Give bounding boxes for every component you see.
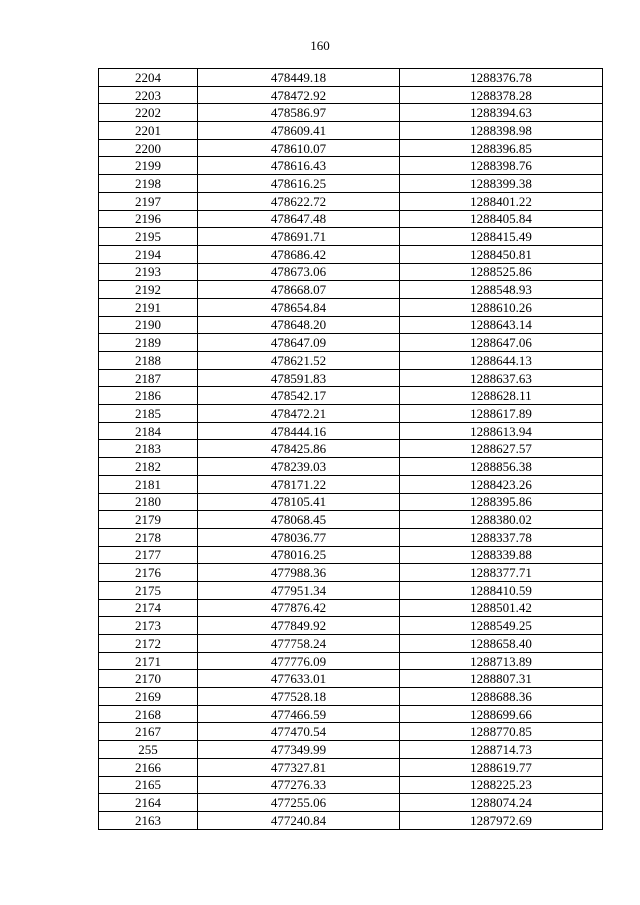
y-coordinate-cell: 1288644.13: [400, 352, 603, 370]
point-id-cell: 2182: [99, 458, 198, 476]
table-row: [99, 652, 603, 670]
point-id-cell: 2184: [99, 422, 198, 440]
y-coordinate-cell: 1288549.25: [400, 617, 603, 635]
point-id-cell: 2174: [99, 599, 198, 617]
table-row: [99, 581, 603, 599]
y-coordinate-cell: 1288394.63: [400, 104, 603, 122]
point-id-cell: 255: [99, 741, 198, 759]
table-row: [99, 104, 603, 122]
y-coordinate-cell: 1288525.86: [400, 263, 603, 281]
x-coordinate-cell: 478609.41: [198, 122, 400, 140]
y-coordinate-cell: 1288225.23: [400, 776, 603, 794]
table-row: [99, 617, 603, 635]
x-coordinate-cell: 477240.84: [198, 811, 400, 829]
y-coordinate-cell: 1288339.88: [400, 546, 603, 564]
x-coordinate-cell: 478472.92: [198, 86, 400, 104]
y-coordinate-cell: 1288699.66: [400, 705, 603, 723]
table-row: [99, 528, 603, 546]
point-id-cell: 2186: [99, 387, 198, 405]
point-id-cell: 2197: [99, 192, 198, 210]
x-coordinate-cell: 477470.54: [198, 723, 400, 741]
x-coordinate-cell: 478616.25: [198, 175, 400, 193]
point-id-cell: 2200: [99, 139, 198, 157]
point-id-cell: 2176: [99, 564, 198, 582]
x-coordinate-cell: 477951.34: [198, 581, 400, 599]
point-id-cell: 2198: [99, 175, 198, 193]
table-row: [99, 741, 603, 759]
y-coordinate-cell: 1288713.89: [400, 652, 603, 670]
y-coordinate-cell: 1288396.85: [400, 139, 603, 157]
x-coordinate-cell: 478654.84: [198, 298, 400, 316]
x-coordinate-cell: 478444.16: [198, 422, 400, 440]
y-coordinate-cell: 1288376.78: [400, 69, 603, 87]
y-coordinate-cell: 1288610.26: [400, 298, 603, 316]
table-row: [99, 422, 603, 440]
table-row: [99, 776, 603, 794]
point-id-cell: 2172: [99, 635, 198, 653]
y-coordinate-cell: 1288398.76: [400, 157, 603, 175]
x-coordinate-cell: 478171.22: [198, 475, 400, 493]
table-row: [99, 546, 603, 564]
x-coordinate-cell: 478425.86: [198, 440, 400, 458]
x-coordinate-cell: 477849.92: [198, 617, 400, 635]
point-id-cell: 2202: [99, 104, 198, 122]
point-id-cell: 2168: [99, 705, 198, 723]
y-coordinate-cell: 1288380.02: [400, 511, 603, 529]
x-coordinate-cell: 477276.33: [198, 776, 400, 794]
point-id-cell: 2195: [99, 228, 198, 246]
x-coordinate-cell: 477633.01: [198, 670, 400, 688]
y-coordinate-cell: 1288337.78: [400, 528, 603, 546]
point-id-cell: 2175: [99, 581, 198, 599]
x-coordinate-cell: 477758.24: [198, 635, 400, 653]
point-id-cell: 2183: [99, 440, 198, 458]
table-row: [99, 228, 603, 246]
y-coordinate-cell: 1288856.38: [400, 458, 603, 476]
x-coordinate-cell: 478016.25: [198, 546, 400, 564]
y-coordinate-cell: 1288501.42: [400, 599, 603, 617]
table-row: [99, 316, 603, 334]
y-coordinate-cell: 1288617.89: [400, 405, 603, 423]
table-row: [99, 192, 603, 210]
point-id-cell: 2169: [99, 688, 198, 706]
x-coordinate-cell: 477327.81: [198, 758, 400, 776]
point-id-cell: 2173: [99, 617, 198, 635]
table-row: [99, 245, 603, 263]
x-coordinate-cell: 477528.18: [198, 688, 400, 706]
y-coordinate-cell: 1288398.98: [400, 122, 603, 140]
y-coordinate-cell: 1288770.85: [400, 723, 603, 741]
table-row: [99, 511, 603, 529]
point-id-cell: 2185: [99, 405, 198, 423]
table-row: [99, 458, 603, 476]
point-id-cell: 2194: [99, 245, 198, 263]
table-row: [99, 139, 603, 157]
y-coordinate-cell: 1288647.06: [400, 334, 603, 352]
x-coordinate-cell: 478673.06: [198, 263, 400, 281]
page-number: 160: [310, 38, 330, 53]
x-coordinate-cell: 478449.18: [198, 69, 400, 87]
y-coordinate-cell: 1288714.73: [400, 741, 603, 759]
y-coordinate-cell: 1288637.63: [400, 369, 603, 387]
y-coordinate-cell: 1288658.40: [400, 635, 603, 653]
point-id-cell: 2203: [99, 86, 198, 104]
table-row: [99, 175, 603, 193]
point-id-cell: 2192: [99, 281, 198, 299]
point-id-cell: 2165: [99, 776, 198, 794]
table-row: [99, 599, 603, 617]
x-coordinate-cell: 477349.99: [198, 741, 400, 759]
point-id-cell: 2188: [99, 352, 198, 370]
x-coordinate-cell: 478591.83: [198, 369, 400, 387]
table-row: [99, 688, 603, 706]
table-row: [99, 157, 603, 175]
y-coordinate-cell: 1288410.59: [400, 581, 603, 599]
y-coordinate-cell: 1288415.49: [400, 228, 603, 246]
table-row: [99, 210, 603, 228]
y-coordinate-cell: 1288628.11: [400, 387, 603, 405]
x-coordinate-cell: 478616.43: [198, 157, 400, 175]
x-coordinate-cell: 478472.21: [198, 405, 400, 423]
x-coordinate-cell: 478621.52: [198, 352, 400, 370]
point-id-cell: 2180: [99, 493, 198, 511]
x-coordinate-cell: 478648.20: [198, 316, 400, 334]
table-row: [99, 758, 603, 776]
table-row: [99, 263, 603, 281]
table-row: [99, 387, 603, 405]
table-row: [99, 635, 603, 653]
point-id-cell: 2177: [99, 546, 198, 564]
table-row: [99, 440, 603, 458]
y-coordinate-cell: 1288688.36: [400, 688, 603, 706]
x-coordinate-cell: 477988.36: [198, 564, 400, 582]
point-id-cell: 2196: [99, 210, 198, 228]
table-row: [99, 475, 603, 493]
x-coordinate-cell: 478691.71: [198, 228, 400, 246]
table-row: [99, 334, 603, 352]
x-coordinate-cell: 478239.03: [198, 458, 400, 476]
point-id-cell: 2167: [99, 723, 198, 741]
point-id-cell: 2190: [99, 316, 198, 334]
coordinates-table: [98, 68, 603, 830]
x-coordinate-cell: 478586.97: [198, 104, 400, 122]
y-coordinate-cell: 1288377.71: [400, 564, 603, 582]
x-coordinate-cell: 478622.72: [198, 192, 400, 210]
x-coordinate-cell: 478068.45: [198, 511, 400, 529]
table-row: [99, 794, 603, 812]
y-coordinate-cell: 1288405.84: [400, 210, 603, 228]
x-coordinate-cell: 478036.77: [198, 528, 400, 546]
coordinates-table-body: [99, 69, 603, 830]
point-id-cell: 2170: [99, 670, 198, 688]
x-coordinate-cell: 477776.09: [198, 652, 400, 670]
point-id-cell: 2181: [99, 475, 198, 493]
y-coordinate-cell: 1288807.31: [400, 670, 603, 688]
table-row: [99, 811, 603, 829]
table-row: [99, 281, 603, 299]
y-coordinate-cell: 1288450.81: [400, 245, 603, 263]
table-row: [99, 369, 603, 387]
y-coordinate-cell: 1288613.94: [400, 422, 603, 440]
table-row: [99, 493, 603, 511]
point-id-cell: 2171: [99, 652, 198, 670]
y-coordinate-cell: 1288401.22: [400, 192, 603, 210]
y-coordinate-cell: 1288074.24: [400, 794, 603, 812]
table-row: [99, 705, 603, 723]
point-id-cell: 2201: [99, 122, 198, 140]
table-row: [99, 723, 603, 741]
point-id-cell: 2163: [99, 811, 198, 829]
x-coordinate-cell: 478610.07: [198, 139, 400, 157]
point-id-cell: 2187: [99, 369, 198, 387]
point-id-cell: 2178: [99, 528, 198, 546]
table-row: [99, 69, 603, 87]
x-coordinate-cell: 477255.06: [198, 794, 400, 812]
x-coordinate-cell: 478647.09: [198, 334, 400, 352]
y-coordinate-cell: 1288395.86: [400, 493, 603, 511]
table-row: [99, 670, 603, 688]
y-coordinate-cell: 1287972.69: [400, 811, 603, 829]
x-coordinate-cell: 478668.07: [198, 281, 400, 299]
y-coordinate-cell: 1288627.57: [400, 440, 603, 458]
point-id-cell: 2191: [99, 298, 198, 316]
point-id-cell: 2199: [99, 157, 198, 175]
point-id-cell: 2164: [99, 794, 198, 812]
y-coordinate-cell: 1288378.28: [400, 86, 603, 104]
x-coordinate-cell: 478542.17: [198, 387, 400, 405]
x-coordinate-cell: 478686.42: [198, 245, 400, 263]
table-row: [99, 122, 603, 140]
point-id-cell: 2179: [99, 511, 198, 529]
point-id-cell: 2204: [99, 69, 198, 87]
table-row: [99, 298, 603, 316]
point-id-cell: 2189: [99, 334, 198, 352]
y-coordinate-cell: 1288643.14: [400, 316, 603, 334]
table-row: [99, 564, 603, 582]
x-coordinate-cell: 478105.41: [198, 493, 400, 511]
table-row: [99, 86, 603, 104]
table-row: [99, 405, 603, 423]
point-id-cell: 2166: [99, 758, 198, 776]
x-coordinate-cell: 477876.42: [198, 599, 400, 617]
y-coordinate-cell: 1288399.38: [400, 175, 603, 193]
x-coordinate-cell: 478647.48: [198, 210, 400, 228]
x-coordinate-cell: 477466.59: [198, 705, 400, 723]
point-id-cell: 2193: [99, 263, 198, 281]
y-coordinate-cell: 1288548.93: [400, 281, 603, 299]
table-row: [99, 352, 603, 370]
y-coordinate-cell: 1288423.26: [400, 475, 603, 493]
y-coordinate-cell: 1288619.77: [400, 758, 603, 776]
